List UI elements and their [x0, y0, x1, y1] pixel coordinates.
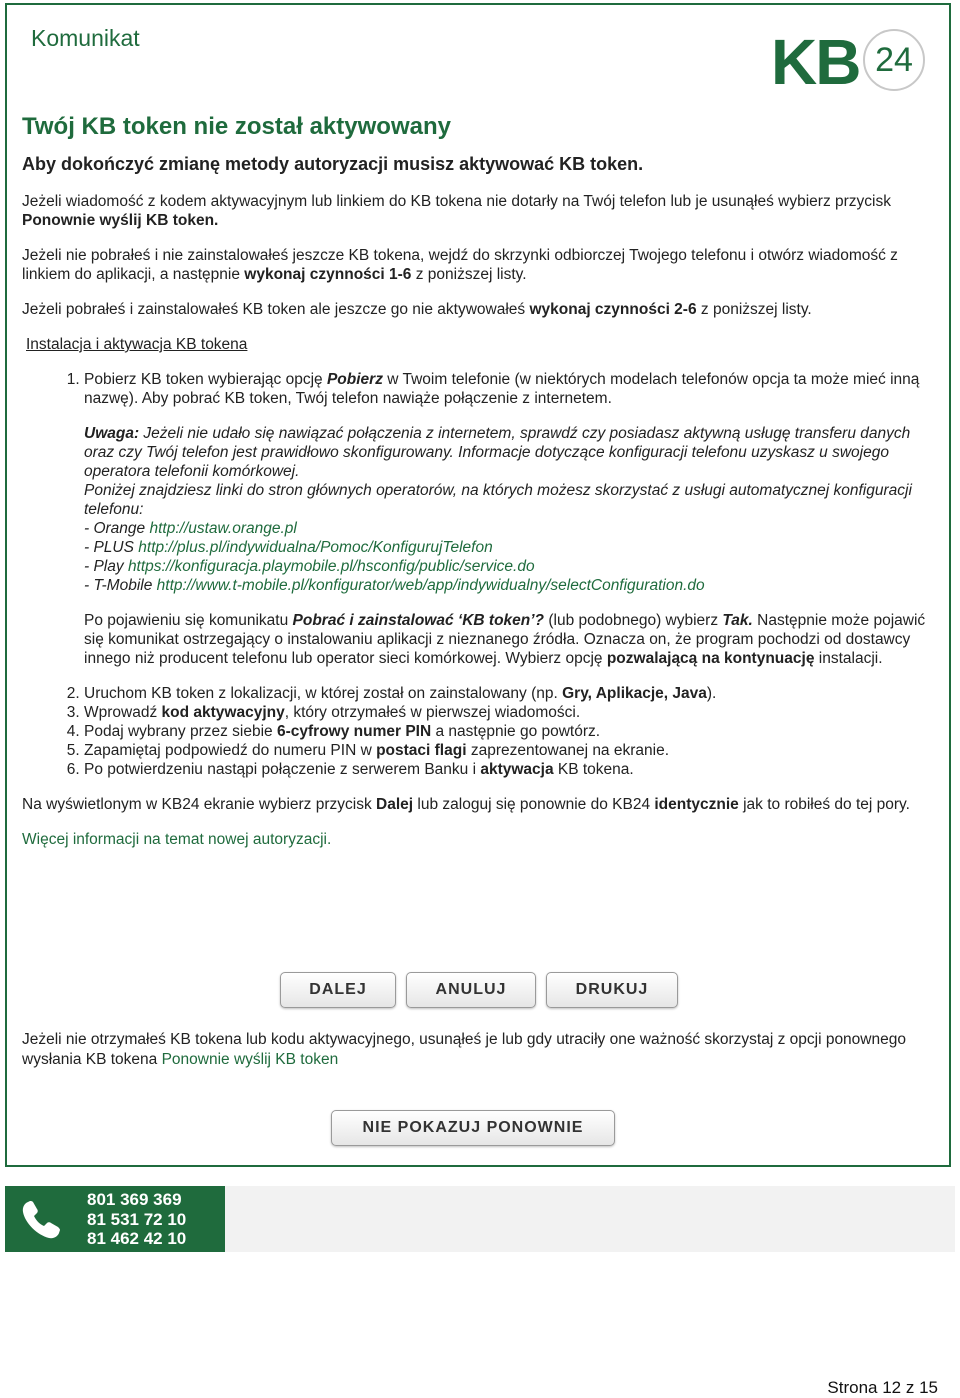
text-bold: Tak. [722, 612, 753, 629]
paragraph-resend [22, 192, 934, 230]
paragraph-bold: Ponownie wyślij KB token. [22, 212, 219, 229]
paragraph-text: z poniższej listy. [696, 301, 812, 318]
list-item [84, 370, 934, 668]
step-text: a następnie go powtórz. [431, 723, 601, 740]
operator-name: - T-Mobile [84, 577, 157, 594]
step-text: ). [706, 685, 717, 702]
step-text: , który otrzymałeś w pierwszej wiadomości. [284, 704, 581, 721]
note-label: Uwaga: [84, 425, 140, 442]
step-text: Podaj wybrany przez siebie [84, 723, 277, 740]
phone-number: 81 531 72 10 [87, 1209, 187, 1229]
text: Następnie może pojawić się komunikat ostrzegający o instalowaniu aplikacji z nieznanego źródła. Oznacza on, że program pochodzi od dostawcy innego niż producent telefonu lub operator sieci komórkowej. Wybierz opcję [84, 612, 926, 667]
note-text: Jeżeli nie udało się nawiązać połączenia z internetem, sprawdź czy posiadasz aktywną usługę transferu danych oraz czy Twój telefon jest prawidłowo skonfigurowany. Informacje dotyczące konfiguracji telefonu uzyskasz u swojego operatora telefonii komórkowej. [84, 425, 911, 480]
text: Po pojawieniu się komunikatu [84, 612, 293, 629]
text-bold: Pobrać i zainstalować ‘KB token’? [292, 612, 545, 629]
step-bold: Pobierz [326, 371, 383, 388]
next-button[interactable]: DALEJ [280, 972, 396, 1008]
note-block [84, 424, 934, 595]
step-bold: Gry, Aplikacje, Java [562, 685, 707, 702]
operator-name: - Play [84, 558, 128, 575]
paragraph-bold: wykonaj czynności 1-6 [244, 266, 412, 283]
paragraph-text: Jeżeli pobrałeś i zainstalowałeś KB token ale jeszcze go nie aktywowałeś [22, 301, 530, 318]
phone-icon [19, 1198, 63, 1242]
resend-info [22, 1030, 934, 1070]
step-bold: 6-cyfrowy numer PIN [277, 723, 432, 740]
operator-play [84, 557, 934, 576]
paragraph-text: Jeżeli wiadomość z kodem aktywacyjnym lub linkiem do KB tokena nie dotarły na Twój telefon lub je usunąłeś wybierz przycisk [22, 193, 891, 210]
step-text: Wprowadź [84, 704, 162, 721]
steps-list-first [22, 370, 934, 668]
operator-link[interactable]: http://www.t-mobile.pl/konfigurator/web/app/indywidualny/selectConfiguration.do [156, 577, 705, 594]
step-bold: postaci flagi [376, 742, 467, 759]
list-item [84, 722, 934, 741]
paragraph-bold: identycznie [654, 796, 739, 813]
step-bold: aktywacja [480, 761, 554, 778]
header-title: Komunikat [31, 25, 140, 51]
step-text: Po potwierdzeniu nastąpi połączenie z serwerem Banku i [84, 761, 481, 778]
phone-numbers [87, 1190, 186, 1249]
footer-bar [225, 1186, 955, 1252]
paragraph-bold: wykonaj czynności 2-6 [529, 301, 697, 318]
list-item [84, 760, 934, 779]
instruction-link[interactable]: Instalacja i aktywacja KB tokena [26, 336, 248, 353]
phone-number: 801 369 369 [87, 1190, 182, 1209]
paragraph-finish [22, 795, 934, 814]
kb24-logo [771, 27, 937, 97]
phone-number: 81 462 42 10 [87, 1229, 187, 1248]
note-text: Poniżej znajdziesz linki do stron głównych operatorów, na których możesz skorzystać z usługi automatycznej konfiguracji telefonu: [84, 482, 912, 518]
list-item [84, 741, 934, 760]
paragraph-text: Na wyświetlonym w KB24 ekranie wybierz przycisk [22, 796, 377, 813]
text: instalacji. [814, 650, 883, 667]
install-prompt-text [84, 611, 934, 668]
step-text: Zapamiętaj podpowiedź do numeru PIN w [84, 742, 377, 759]
resend-link[interactable]: Ponownie wyślij KB token [161, 1051, 339, 1068]
phone-banner [5, 1186, 225, 1252]
list-item [84, 684, 934, 703]
paragraph-text: z poniższej listy. [411, 266, 527, 283]
logo-kb-text: KB [771, 26, 860, 98]
paragraph-text: Jeżeli nie pobrałeś i nie zainstalowałeś jeszcze KB tokena, wejdź do skrzynki odbiorczej Twojego telefonu i otwórz wiadomość z linkiem do aplikacji, a następnie [22, 247, 898, 283]
paragraph-not-installed [22, 246, 934, 284]
dont-show-again-button[interactable]: NIE POKAZUJ PONOWNIE [331, 1110, 615, 1146]
operator-name: - PLUS [84, 539, 139, 556]
text-bold: pozwalającą na kontynuację [606, 650, 815, 667]
page-subheading: Aby dokończyć zmianę metody autoryzacji musisz aktywować KB token. [22, 154, 644, 174]
print-button[interactable]: DRUKUJ [546, 972, 678, 1008]
cancel-button[interactable]: ANULUJ [406, 972, 536, 1008]
page-number: Strona 12 z 15 [827, 1378, 938, 1397]
operator-orange [84, 519, 934, 538]
paragraph-installed [22, 300, 934, 319]
main-content [22, 112, 934, 865]
action-buttons [274, 972, 694, 1010]
paragraph-text: jak to robiłeś do tej pory. [738, 796, 910, 813]
step-text: Uruchom KB token z lokalizacji, w której został on zainstalowany (np. [84, 685, 563, 702]
step-text: zaprezentowanej na ekranie. [466, 742, 670, 759]
operator-link[interactable]: https://konfiguracja.playmobile.pl/hsconfig/public/service.do [127, 558, 535, 575]
operator-tmobile [84, 576, 934, 595]
paragraph-bold: Dalej [376, 796, 414, 813]
more-info-link[interactable]: Więcej informacji na temat nowej autoryzacji. [22, 831, 332, 848]
page-heading: Twój KB token nie został aktywowany [22, 113, 451, 140]
step-text: w Twoim telefonie (w niektórych modelach telefonów opcja ta może mieć inną nazwę). Aby pobrać KB token, Twój telefon nawiąże połączenie z internetem. [84, 371, 920, 407]
logo-24-circle: 24 [863, 29, 925, 91]
resend-text: Jeżeli nie otrzymałeś KB tokena lub kodu aktywacyjnego, usunąłeś je lub gdy utraciły one ważność skorzystaj z opcji ponownego wysłania KB tokena [22, 1031, 906, 1068]
step-text: Pobierz KB token wybierając opcję [84, 371, 327, 388]
step-bold: kod aktywacyjny [161, 704, 285, 721]
list-item [84, 703, 934, 722]
operator-link[interactable]: http://plus.pl/indywidualna/Pomoc/KonfigurujTelefon [138, 539, 493, 556]
text: (lub podobnego) wybierz [544, 612, 723, 629]
operator-plus [84, 538, 934, 557]
paragraph-text: lub zaloguj się ponownie do KB24 [413, 796, 655, 813]
operator-name: - Orange [84, 520, 150, 537]
steps-list-rest [22, 684, 934, 779]
operator-link[interactable]: http://ustaw.orange.pl [149, 520, 297, 537]
step-text: KB tokena. [553, 761, 634, 778]
